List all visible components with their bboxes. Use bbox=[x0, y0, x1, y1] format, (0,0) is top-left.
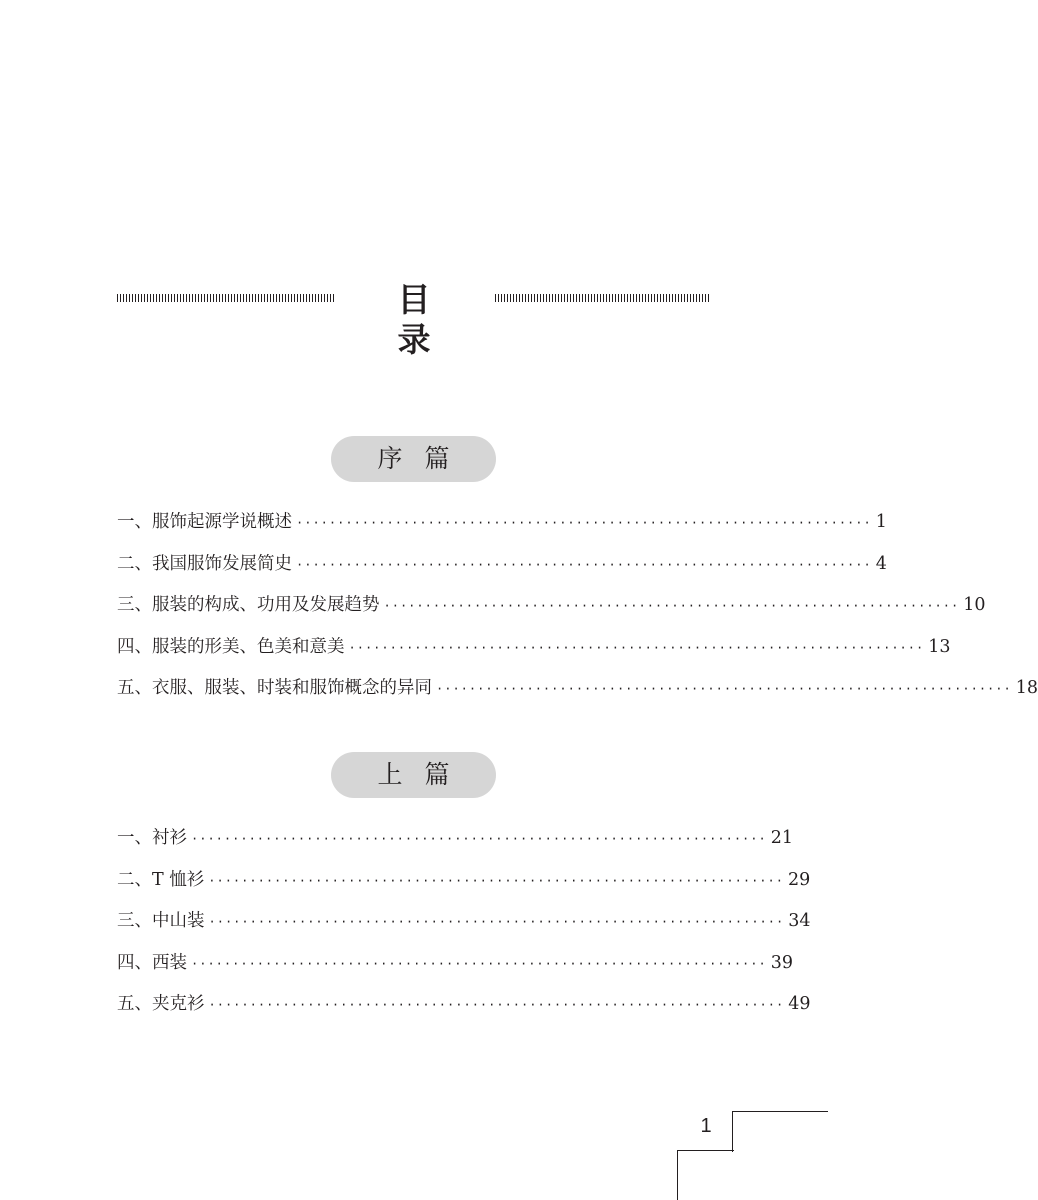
toc-entry-page: 18 bbox=[1015, 678, 1038, 698]
contents-title: 目录 bbox=[397, 280, 453, 359]
toc-leader: ······································································ bbox=[348, 640, 925, 655]
toc-entry[interactable] bbox=[117, 668, 1038, 710]
toc-entry[interactable] bbox=[117, 544, 887, 586]
toc-entry-page: 49 bbox=[788, 994, 811, 1014]
toc-entry[interactable] bbox=[117, 585, 986, 627]
contents-title-row bbox=[117, 280, 709, 359]
toc-entry-page: 4 bbox=[875, 553, 887, 574]
toc-leader: ······································································ bbox=[191, 832, 767, 846]
toc-entry-title: 五、衣服、服装、时装和服饰概念的异同 bbox=[117, 678, 432, 698]
toc-entry[interactable] bbox=[117, 860, 811, 902]
toc-entry-page: 29 bbox=[787, 869, 811, 890]
toc-leader: ······································································ bbox=[296, 516, 872, 530]
toc-entry-title: 四、服装的形美、色美和意美 bbox=[117, 636, 345, 657]
toc-entry-page: 10 bbox=[963, 595, 986, 615]
toc-leader: ······································································ bbox=[208, 915, 785, 929]
toc-entry-title: 二、T 恤衫 bbox=[117, 869, 205, 890]
toc-entry-title: 四、西装 bbox=[117, 952, 187, 973]
section-heading-prologue: 序篇 bbox=[331, 436, 496, 482]
toc-leader: ······································································ bbox=[296, 557, 872, 572]
toc-leader: ······································································ bbox=[383, 599, 960, 613]
toc-leader: ······································································ bbox=[436, 682, 1012, 696]
toc-entry-title: 二、我国服饰发展简史 bbox=[117, 553, 292, 574]
toc-entry-title: 三、服装的构成、功用及发展趋势 bbox=[117, 595, 380, 615]
title-rule-right bbox=[495, 294, 709, 302]
title-rule-left bbox=[117, 294, 335, 302]
section-heading-part-one: 上篇 bbox=[331, 752, 496, 798]
toc-entry[interactable] bbox=[117, 984, 811, 1026]
toc-entry-title: 一、服饰起源学说概述 bbox=[117, 512, 292, 532]
toc-leader: ······································································ bbox=[208, 998, 785, 1012]
toc-entry-page: 39 bbox=[770, 952, 794, 973]
toc-entry-title: 一、衬衫 bbox=[117, 828, 187, 848]
toc-entry-page: 34 bbox=[788, 911, 811, 931]
toc-entry[interactable] bbox=[117, 901, 811, 943]
toc-entry-page: 1 bbox=[875, 512, 887, 532]
toc-entry-page: 13 bbox=[928, 636, 951, 657]
toc-leader: ······································································ bbox=[191, 956, 767, 971]
toc-entry[interactable] bbox=[117, 818, 794, 860]
toc-list-part-one bbox=[117, 818, 811, 1026]
page-number: 1 bbox=[700, 1115, 712, 1137]
toc-entry[interactable] bbox=[117, 502, 887, 544]
corner-mark-lower bbox=[677, 1150, 734, 1200]
toc-leader: ······································································ bbox=[208, 873, 784, 888]
toc-entry[interactable] bbox=[117, 627, 951, 669]
toc-entry-page: 21 bbox=[770, 828, 794, 848]
toc-entry[interactable] bbox=[117, 943, 794, 985]
corner-mark-upper bbox=[732, 1111, 828, 1152]
toc-list-prologue bbox=[117, 502, 1038, 710]
toc-entry-title: 三、中山装 bbox=[117, 911, 205, 931]
toc-entry-title: 五、夹克衫 bbox=[117, 994, 205, 1014]
